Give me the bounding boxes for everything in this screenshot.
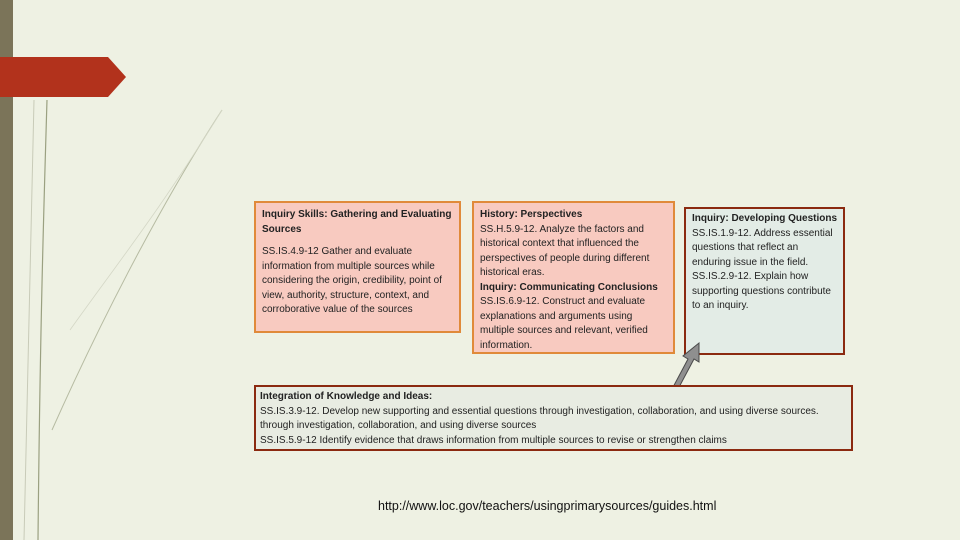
gathering-sources-box <box>254 201 461 333</box>
box2-title-perspectives: History: Perspectives <box>480 209 583 220</box>
box3-title: Inquiry: Developing Questions <box>692 213 838 224</box>
box1-body: SS.IS.4.9-12 Gather and evaluate information from multiple sources while considering the origin, credibility, point of view, authority, structure, context, and corroborative value of the sources <box>262 246 442 315</box>
developing-questions-box <box>684 207 845 355</box>
box2-title-conclusions: Inquiry: Communicating Conclusions <box>480 281 658 293</box>
box4-line-2: SS.IS.5.9-12 Identify evidence that draws information from multiple sources to revise or strengthen claims <box>260 434 727 446</box>
box2-body-perspectives: SS.H.5.9-12. Analyze the factors and historical context that influenced the perspectives of people during different historical eras. <box>480 223 650 278</box>
box4-title: Integration of Knowledge and Ideas: <box>260 391 433 402</box>
box4-line-1: SS.IS.3.9-12. Develop new supporting and essential questions through investigation, collaboration, and using diverse sources. through investigation, collaboration, and using diverse sources <box>260 405 819 431</box>
box1-title: Inquiry Skills: Gathering and Evaluating Sources <box>262 209 452 235</box>
box2-body-conclusions: SS.IS.6.9-12. Construct and evaluate explanations and arguments using multiple sources and relevant, verified information. <box>480 296 648 351</box>
source-url-link[interactable]: http://www.loc.gov/teachers/usingprimarysources/guides.html <box>378 499 717 513</box>
box3-body-2: SS.IS.2.9-12. Explain how supporting questions contribute to an inquiry. <box>692 271 831 311</box>
perspectives-box <box>472 201 675 354</box>
integration-knowledge-box <box>254 385 853 451</box>
box3-body-1: SS.IS.1.9-12. Address essential questions that reflect an enduring issue in the field. <box>692 227 833 268</box>
title-tab-shape <box>0 57 126 97</box>
